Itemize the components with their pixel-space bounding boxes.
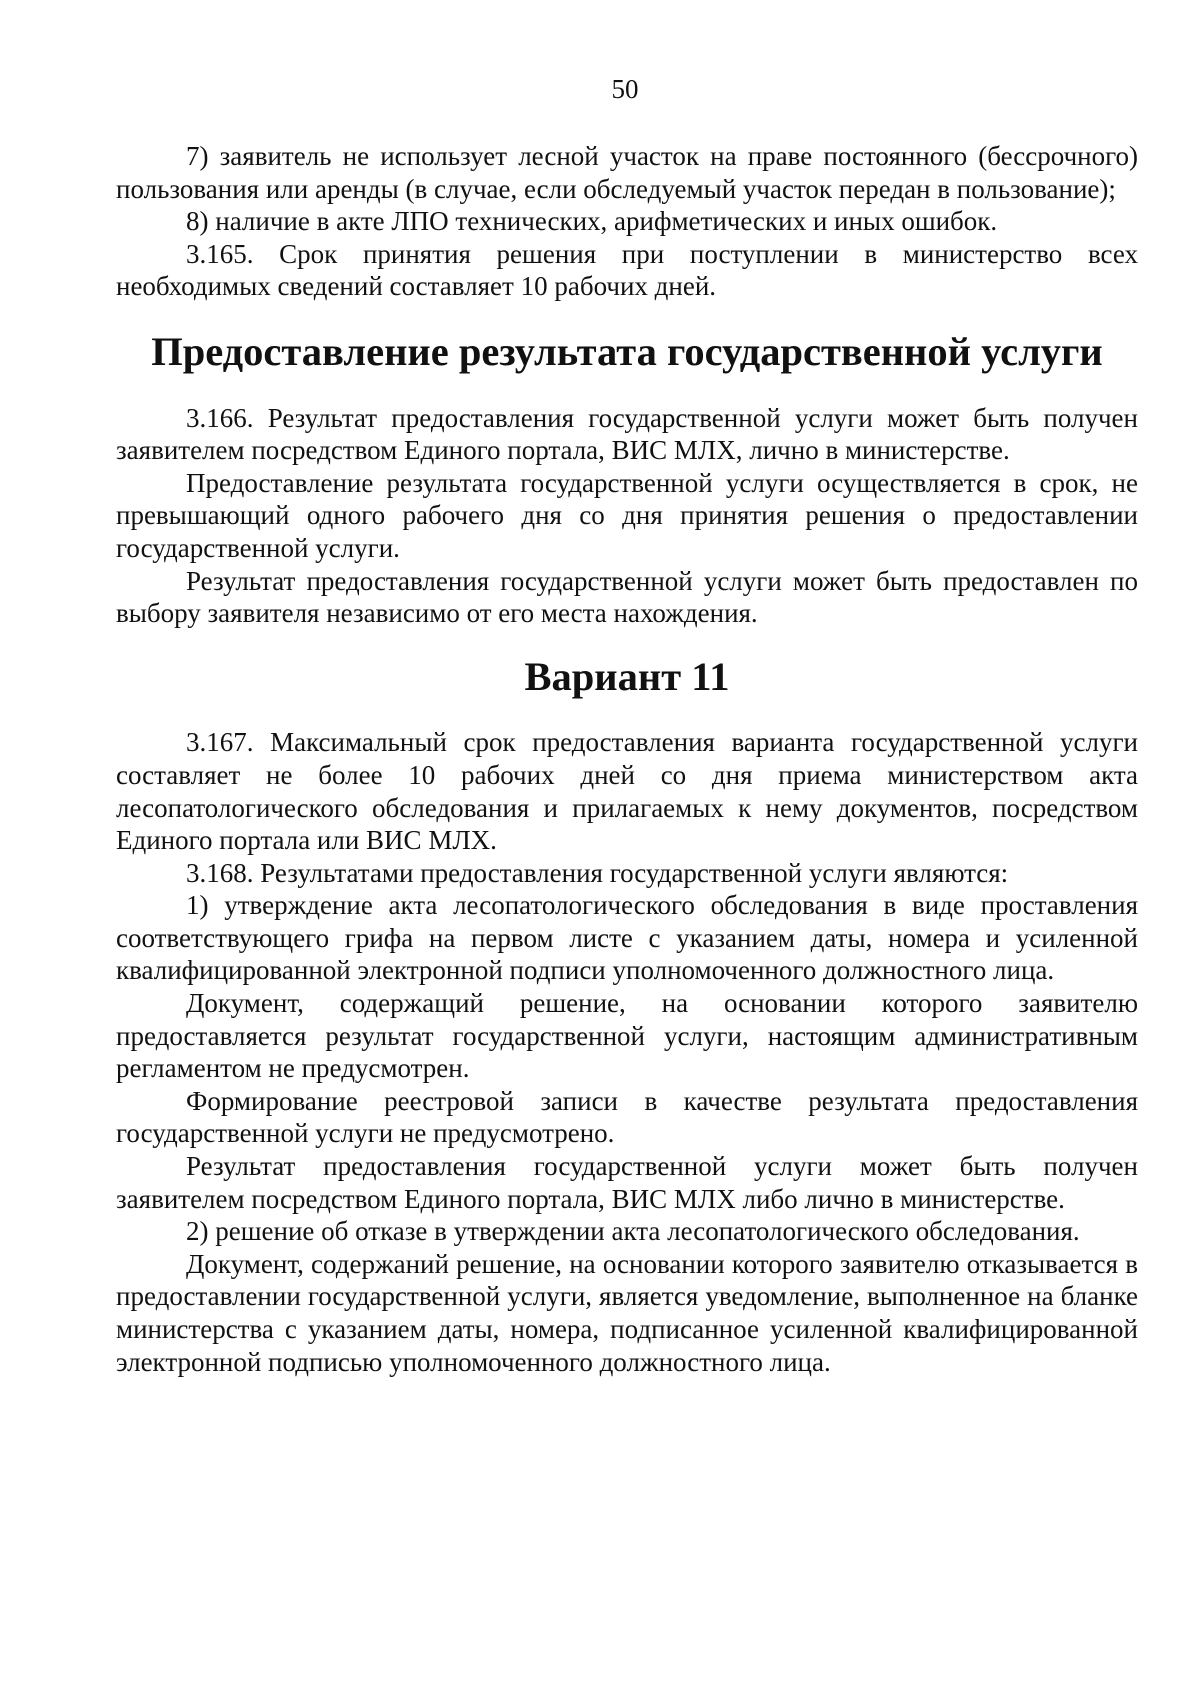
paragraph-document-not-provided: Документ, содержащий решение, на основании которого заявителю предоставляется результат государственной услуги, настоящим административным регламентом не предусмотрен.	[116, 988, 1138, 1084]
section-heading-result: Предоставление результата государственной услуги	[151, 328, 1103, 374]
paragraph-3-166: 3.166. Результат предоставления государственной услуги может быть получен заявителем посредством Единого портала, ВИС МЛХ, лично в министерстве.	[116, 402, 1138, 466]
paragraph-refusal-document: Документ, содержаний решение, на основании которого заявителю отказывается в предоставлении государственной услуги, является уведомление, выполненное на бланке министерства с указанием даты, номера, подписанное усиленной квалифицированной электронной подписью уполномоченного должностного лица.	[116, 1248, 1138, 1377]
paragraph-result-location: Результат предоставления государственной услуги может быть предоставлен по выбору заявителя независимо от его места нахождения.	[116, 565, 1138, 629]
paragraph-3-167: 3.167. Максимальный срок предоставления варианта государственной услуги составляет не более 10 рабочих дней со дня приема министерством акта лесопатологического обследования и прилагаемых к нему документов, посредством Единого портала или ВИС МЛХ.	[116, 727, 1138, 856]
paragraph-item-8: 8) наличие в акте ЛПО технических, арифметических и иных ошибок.	[186, 206, 998, 237]
page-number: 50	[611, 74, 639, 104]
paragraph-result-2: 2) решение об отказе в утверждении акта лесопатологического обследования.	[186, 1216, 1080, 1247]
document-body	[116, 140, 1138, 1378]
section-heading-variant: Вариант 11	[524, 653, 730, 699]
paragraph-item-7: 7) заявитель не использует лесной участок на праве постоянного (бессрочного) пользования или аренды (в случае, если обследуемый участок передан в пользование);	[116, 141, 1138, 204]
paragraph-3-165: 3.165. Срок принятия решения при поступлении в министерство всех необходимых сведений составляет 10 рабочих дней.	[116, 238, 1138, 302]
paragraph-3-168: 3.168. Результатами предоставления государственной услуги являются:	[186, 857, 1009, 888]
paragraph-registry-record: Формирование реестровой записи в качестве результата предоставления государственной услуги не предусмотрено.	[116, 1085, 1138, 1149]
paragraph-result-1: 1) утверждение акта лесопатологического обследования в виде проставления соответствующего грифа на первом листе с указанием даты, номера и усиленной квалифицированной электронной подписи уполномоченного должностного лица.	[116, 890, 1138, 986]
paragraph-result-receipt: Результат предоставления государственной услуги может быть получен заявителем посредством Единого портала, ВИС МЛХ либо лично в министерстве.	[116, 1151, 1138, 1214]
paragraph-result-term: Предоставление результата государственной услуги осуществляется в срок, не превышающий одного рабочего дня со дня принятия решения о предоставлении государственной услуги.	[116, 467, 1138, 563]
